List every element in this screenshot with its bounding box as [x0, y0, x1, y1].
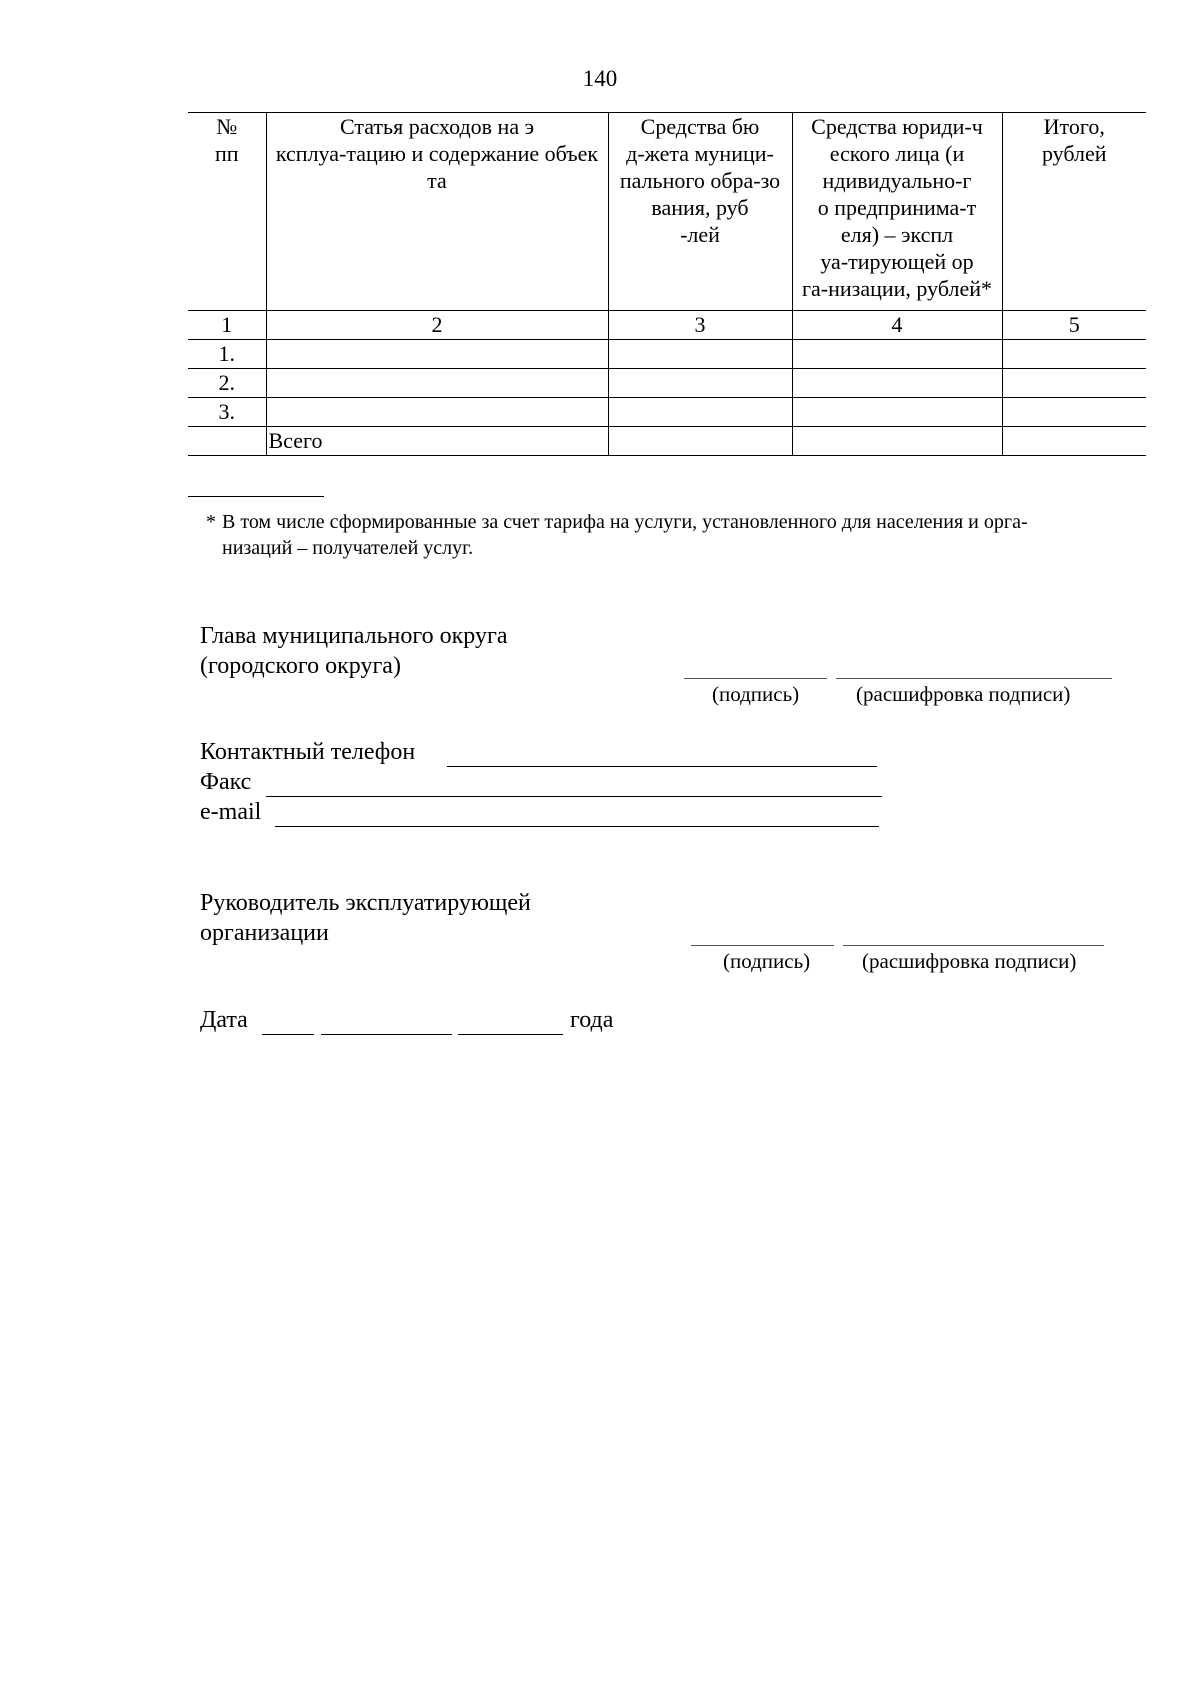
footnote-text-line2: низаций – получателей услуг. [222, 537, 474, 559]
operator-title-line1: Руководитель эксплуатирующей [200, 890, 531, 916]
total-row [188, 427, 1146, 456]
operator-decoding-line[interactable] [843, 945, 1104, 946]
operator-signature-title [200, 888, 531, 948]
email-label: e-mail [200, 799, 262, 825]
column-number: 5 [1002, 311, 1146, 340]
table-cell[interactable] [608, 427, 792, 456]
header-operator-funds [792, 113, 1002, 311]
row-number [188, 427, 266, 456]
fax-label: Факс [200, 769, 252, 795]
table-cell[interactable] [1002, 427, 1146, 456]
table-cell[interactable] [266, 369, 608, 398]
header-total [1002, 113, 1146, 311]
table-cell[interactable] [792, 340, 1002, 369]
header-text: Средства бю д-жета муници- пального обра-зо вания, руб -лей [619, 114, 781, 247]
table-cell[interactable] [1002, 398, 1146, 427]
head-title-line1: Глава муниципального округа [200, 623, 508, 649]
footnote [206, 509, 1144, 561]
column-number: 3 [608, 311, 792, 340]
date-label: Дата [200, 1007, 248, 1033]
table-cell[interactable] [608, 340, 792, 369]
footnote-text-line1: В том числе сформированные за счет тарифа на услуги, установленного для населения и орга- [222, 511, 1028, 533]
head-signature-line[interactable] [684, 678, 827, 679]
row-number: 3. [188, 398, 266, 427]
page-number: 140 [582, 66, 618, 91]
date-suffix: года [570, 1007, 614, 1033]
date-month-field[interactable] [321, 1034, 452, 1035]
header-text: Статья расходов на э ксплуа-тацию и содержание объек та [275, 114, 599, 193]
header-text: № пп [214, 114, 239, 166]
table-row [188, 369, 1146, 398]
date-day-field[interactable] [262, 1034, 314, 1035]
table-cell[interactable] [792, 369, 1002, 398]
row-number: 1. [188, 340, 266, 369]
operator-signature-caption: (подпись) [723, 949, 811, 973]
date-year-field[interactable] [458, 1034, 563, 1035]
footnote-divider [188, 496, 324, 497]
footnote-mark: * [206, 511, 216, 533]
table-cell[interactable] [608, 398, 792, 427]
total-label: Всего [266, 427, 608, 456]
header-number [188, 113, 266, 311]
row-number: 2. [188, 369, 266, 398]
table-cell[interactable] [792, 427, 1002, 456]
head-decoding-line[interactable] [836, 678, 1112, 679]
head-signature-caption: (подпись) [712, 682, 800, 706]
header-municipal-budget [608, 113, 792, 311]
table-cell[interactable] [792, 398, 1002, 427]
expense-table [188, 112, 1146, 456]
head-signature-title [200, 621, 508, 681]
header-text: Итого, рублей [1041, 114, 1107, 166]
table-cell[interactable] [1002, 340, 1146, 369]
head-title-line2: (городского округа) [200, 653, 401, 679]
operator-decoding-caption: (расшифровка подписи) [862, 949, 1077, 973]
column-number: 2 [266, 311, 608, 340]
table-cell[interactable] [266, 340, 608, 369]
operator-title-line2: организации [200, 920, 329, 946]
operator-signature-line[interactable] [691, 945, 834, 946]
column-number: 1 [188, 311, 266, 340]
table-cell[interactable] [608, 369, 792, 398]
header-expense-item [266, 113, 608, 311]
table-row [188, 340, 1146, 369]
phone-label: Контактный телефон [200, 739, 416, 765]
table-cell[interactable] [1002, 369, 1146, 398]
header-text: Средства юриди-ч еского лица (и ндивидуально-г о предпринима-т еля) – экспл уа-тирующей ор га-низации, рублей* [801, 114, 993, 301]
table-header-row [188, 113, 1146, 311]
email-field[interactable] [275, 826, 879, 827]
table-cell[interactable] [266, 398, 608, 427]
column-number-row [188, 311, 1146, 340]
head-decoding-caption: (расшифровка подписи) [856, 682, 1071, 706]
phone-field[interactable] [447, 766, 877, 767]
fax-field[interactable] [266, 796, 882, 797]
table-row [188, 398, 1146, 427]
column-number: 4 [792, 311, 1002, 340]
